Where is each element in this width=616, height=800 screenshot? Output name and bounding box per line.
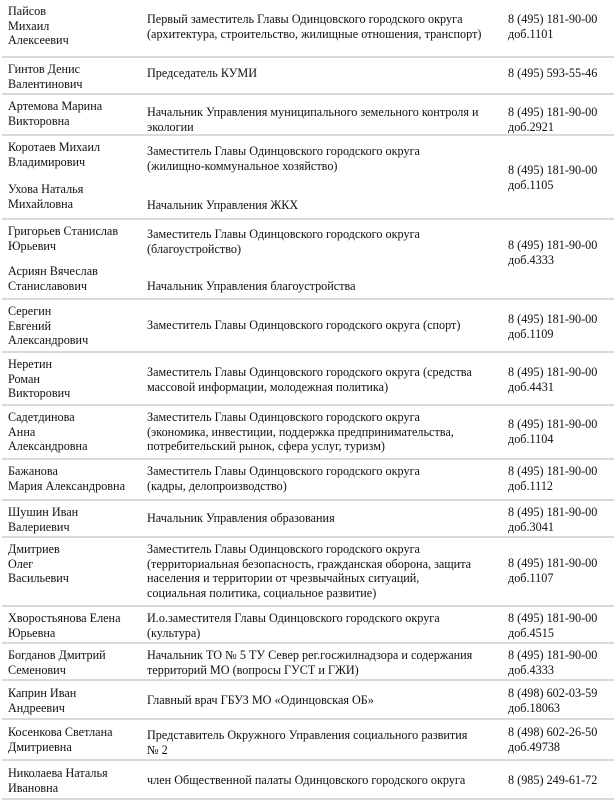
phone-line: 8 (495) 181-90-00 <box>508 611 598 625</box>
person-name-line: Хворостьянова Елена <box>8 611 121 625</box>
phone-line: доб.4333 <box>508 252 554 267</box>
person-name-line: Богданов Дмитрий <box>8 648 106 662</box>
position-line: Начальник ТО № 5 ТУ Север рег.госжилнадзора и содержания <box>147 648 473 662</box>
phone-line: доб.1109 <box>508 326 554 341</box>
person-name-line: Семенович <box>8 662 66 677</box>
person-name-line: Каприн Иван <box>8 686 77 700</box>
phone-line: 8 (495) 181-90-00 <box>508 648 598 662</box>
position-line: потребительский рынок, сфера услуг, туризм) <box>147 439 385 453</box>
phone-line: 8 (495) 181-90-00 <box>508 312 598 326</box>
position-line: Представитель Окружного Управления социального развития <box>147 728 468 742</box>
table-row <box>2 720 614 761</box>
position-line: Заместитель Главы Одинцовского городского округа (спорт) <box>147 318 461 332</box>
position-line: территорий МО (вопросы ГУСТ и ГЖИ) <box>147 662 359 677</box>
person-name-line: Валериевич <box>8 519 70 534</box>
position-line: Заместитель Главы Одинцовского городского округа <box>147 410 420 424</box>
position-line: (архитектура, строительство, жилищные отношения, транспорт) <box>147 26 482 41</box>
position-line: (экономика, инвестиции, поддержка предпринимательства, <box>147 424 454 439</box>
person-name-line: Юрьевич <box>8 238 56 253</box>
table-row <box>2 95 614 136</box>
phone-line: доб.3041 <box>508 519 554 534</box>
person-name-line: Косенкова Светлана <box>8 725 113 739</box>
position-line: населения и территории от чрезвычайных ситуаций, <box>147 571 420 585</box>
person-name-line: Григорьев Станислав <box>8 224 119 238</box>
position-line: (кадры, делопроизводство) <box>147 478 287 493</box>
position-line: Заместитель Главы Одинцовского городского округа (средства <box>147 365 472 379</box>
person-name-line: Валентинович <box>8 76 83 91</box>
phone-line: 8 (498) 602-03-59 <box>508 686 598 700</box>
phone-line: доб.4333 <box>508 662 554 677</box>
person-name-line: Роман <box>8 371 40 386</box>
phone-line: 8 (495) 181-90-00 <box>508 105 598 119</box>
phone-line: доб.1107 <box>508 570 554 585</box>
table-row <box>2 607 614 644</box>
person-name-line: Владимирович <box>8 154 86 169</box>
position-line: (благоустройство) <box>147 241 242 256</box>
phone-line: 8 (495) 181-90-00 <box>508 12 598 26</box>
table-row <box>2 136 614 220</box>
phone-line: 8 (498) 602-26-50 <box>508 725 598 739</box>
person-name-line: Шушин Иван <box>8 505 79 519</box>
phone-line: доб.4431 <box>508 379 554 394</box>
person-name-line: Викторовна <box>8 113 70 128</box>
person-name-line: Евгений <box>8 318 52 333</box>
person-name-line: Юрьевна <box>8 625 56 640</box>
position-line: № 2 <box>147 742 168 757</box>
person-name-line: Неретин <box>8 357 53 371</box>
position-line: Начальник Управления благоустройства <box>147 279 356 293</box>
table-row <box>2 220 614 300</box>
phone-line: доб.4515 <box>508 625 554 640</box>
person-name-line: Дмитриев <box>8 542 60 556</box>
person-name-line: Коротаев Михаил <box>8 140 101 154</box>
person-name-line: Алексеевич <box>8 33 69 47</box>
table-row <box>2 0 614 58</box>
person-name-line: Ухова Наталья <box>8 182 84 196</box>
phone-line: 8 (985) 249-61-72 <box>508 773 598 787</box>
phone-line: 8 (495) 181-90-00 <box>508 417 598 431</box>
table-row <box>2 538 614 607</box>
table-row <box>2 681 614 720</box>
phone-line: 8 (495) 181-90-00 <box>508 505 598 519</box>
phone-line: доб.1101 <box>508 26 554 41</box>
phone-line: доб.1105 <box>508 177 554 192</box>
phone-line: 8 (495) 181-90-00 <box>508 464 598 478</box>
phone-line: доб.18063 <box>508 700 561 715</box>
phone-line: доб.49738 <box>508 739 561 754</box>
person-name-line: Васильевич <box>8 571 69 585</box>
phone-line: 8 (495) 593-55-46 <box>508 66 598 80</box>
table-row <box>2 58 614 95</box>
person-name-line: Станиславович <box>8 278 87 293</box>
table-row <box>2 761 614 800</box>
person-name-line: Михайловна <box>8 196 74 211</box>
position-line: экологии <box>147 119 194 134</box>
person-name-line: Ивановна <box>8 780 59 795</box>
person-name-line: Гинтов Денис <box>8 62 81 76</box>
position-line: Заместитель Главы Одинцовского городского округа <box>147 144 420 158</box>
position-line: Главный врач ГБУЗ МО «Одинцовская ОБ» <box>147 693 374 707</box>
person-name-line: Анна <box>8 424 36 439</box>
phone-line: 8 (495) 181-90-00 <box>508 556 598 570</box>
table-row <box>2 406 614 460</box>
position-line: социальная политика, социальное развитие) <box>147 585 377 600</box>
person-name-line: Викторович <box>8 386 71 400</box>
person-name-line: Садетдинова <box>8 410 75 424</box>
position-line: Начальник Управления муниципального земельного контроля и <box>147 105 479 119</box>
table-row <box>2 460 614 501</box>
person-name-line: Серегин <box>8 304 52 318</box>
position-line: Заместитель Главы Одинцовского городского округа <box>147 227 420 241</box>
table-row <box>2 353 614 406</box>
phone-line: доб.1104 <box>508 431 554 446</box>
person-name-line: Михаил <box>8 18 50 33</box>
position-line: Заместитель Главы Одинцовского городского округа <box>147 542 420 556</box>
person-name-line: Александровна <box>8 439 88 453</box>
person-name-line: Николаева Наталья <box>8 766 108 780</box>
position-line: член Общественной палаты Одинцовского городского округа <box>147 773 466 787</box>
phone-line: 8 (495) 181-90-00 <box>508 365 598 379</box>
table-row <box>2 300 614 353</box>
person-name-line: Александрович <box>8 333 89 347</box>
phone-line: доб.2921 <box>508 119 554 134</box>
position-line: (жилищно-коммунальное хозяйство) <box>147 158 338 173</box>
position-line: Заместитель Главы Одинцовского городского округа <box>147 464 420 478</box>
person-name-line: Мария Александровна <box>8 478 125 493</box>
position-line: (территориальная безопасность, гражданская оборона, защита <box>147 556 472 571</box>
position-line: Первый заместитель Главы Одинцовского городского округа <box>147 12 463 26</box>
table-row <box>2 644 614 681</box>
position-line: Начальник Управления ЖКХ <box>147 198 299 212</box>
person-name-line: Дмитриевна <box>8 739 72 754</box>
position-line: И.о.заместителя Главы Одинцовского городского округа <box>147 611 440 625</box>
position-line: Председатель КУМИ <box>147 66 258 80</box>
position-line: массовой информации, молодежная политика) <box>147 379 389 394</box>
table-row <box>2 501 614 538</box>
position-line: Начальник Управления образования <box>147 511 335 525</box>
phone-line: 8 (495) 181-90-00 <box>508 238 598 252</box>
phone-line: доб.1112 <box>508 478 554 493</box>
position-line: (культура) <box>147 625 201 640</box>
person-name-line: Артемова Марина <box>8 99 103 113</box>
person-name-line: Бажанова <box>8 464 58 478</box>
person-name-line: Пайсов <box>8 4 46 18</box>
phone-line: 8 (495) 181-90-00 <box>508 163 598 177</box>
person-name-line: Асриян Вячеслав <box>8 264 98 278</box>
person-name-line: Андреевич <box>8 700 65 715</box>
person-name-line: Олег <box>8 556 34 571</box>
